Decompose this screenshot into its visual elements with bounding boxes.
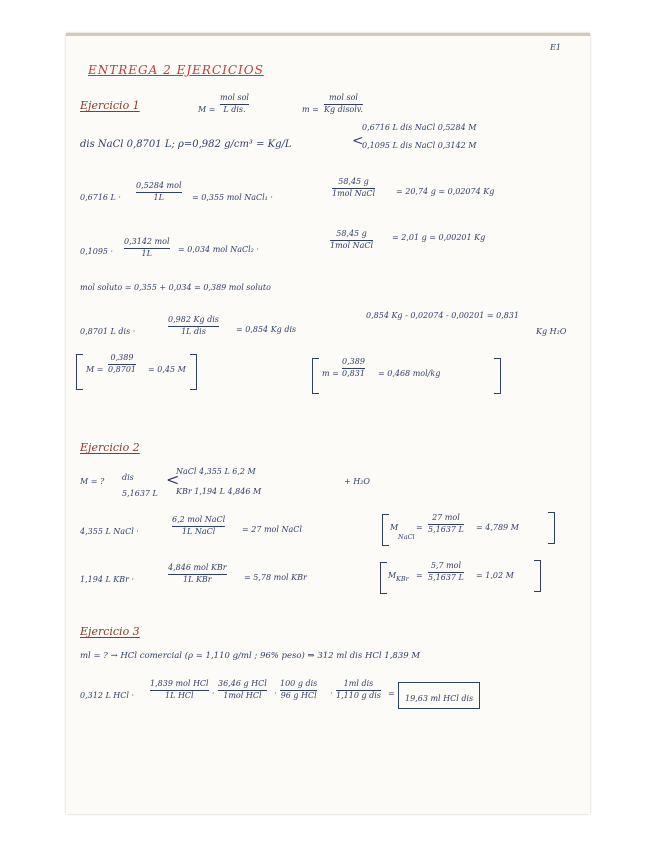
ex3-statement: ml = ? → HCl comercial (ρ = 1,110 g/ml ; 96% peso) ⇒ 312 ml dis HCl 1,839 M xyxy=(80,651,421,661)
fraction-numerator: 1ml dis xyxy=(343,679,374,688)
ex1-row2-factor1 xyxy=(124,238,170,259)
ex2-answer2-fraction xyxy=(428,562,464,583)
fraction-denominator: 96 g HCl xyxy=(280,690,317,700)
multiply-dot: · xyxy=(274,689,277,698)
ex1-row2-factor2 xyxy=(330,230,373,251)
ex2-answer2-lhs: M xyxy=(388,571,397,580)
ex2-heading: Ejercicio 2 xyxy=(80,441,140,454)
fraction-numerator: 100 g dis xyxy=(280,679,318,688)
ex2-question: M = ? xyxy=(80,477,105,486)
equals-sign: = xyxy=(388,689,395,698)
ex1-molality-formula xyxy=(324,94,363,115)
fraction-denominator: 5,1637 L xyxy=(428,524,464,534)
ex1-solute-total: mol soluto = 0,355 + 0,034 = 0,389 mol soluto xyxy=(80,283,271,292)
ex3-answer: 19,63 ml HCl dis xyxy=(405,694,474,703)
ex3-heading: Ejercicio 3 xyxy=(80,625,140,638)
fraction-numerator: 1,839 mol HCl xyxy=(150,679,209,688)
ex1-row2-start: 0,1095 · xyxy=(80,247,114,256)
fraction-denominator: 1L xyxy=(141,248,152,258)
bracket-left xyxy=(382,514,389,546)
fraction-denominator: 1mol NaCl xyxy=(330,240,374,250)
ex1-row1-result: = 20,74 g = 0,02074 Kg xyxy=(396,187,495,196)
fraction-denominator: 0,831 xyxy=(342,368,365,378)
fraction-denominator: Kg disolv. xyxy=(324,104,363,114)
branch-symbol: < xyxy=(352,133,364,149)
fraction-numerator: 4,846 mol KBr xyxy=(168,563,227,572)
ex2-row1-start: 4,355 L NaCl · xyxy=(80,527,139,536)
ex3-answer-box xyxy=(398,682,480,709)
ex2-row2-factor xyxy=(168,564,227,585)
ex1-solution-data: dis NaCl 0,8701 L; ρ=0,982 g/cm³ = Kg/L xyxy=(80,139,292,150)
bracket-left xyxy=(76,354,83,390)
fraction-numerator: 27 mol xyxy=(432,513,460,522)
fraction-numerator: 58,45 g xyxy=(336,229,367,238)
ex1-answer-molarity-lhs: M = xyxy=(86,365,104,374)
fraction-denominator: 1L NaCl xyxy=(181,526,216,536)
ex1-row3-density-factor xyxy=(168,316,219,337)
ex1-solvent-unit: Kg H₂O xyxy=(536,327,567,336)
ex2-answer1-equals: = xyxy=(416,523,423,532)
fraction-numerator: 0,389 xyxy=(342,357,365,366)
ex1-molarity-formula xyxy=(220,94,249,115)
ex2-row1-result: = 27 mol NaCl xyxy=(242,525,302,534)
ex2-dis-label: dis xyxy=(122,473,134,482)
ex1-molality-lhs: m = xyxy=(302,105,319,114)
fraction-denominator: 1mol NaCl xyxy=(332,188,376,198)
page-label: E1 xyxy=(550,43,561,52)
ex2-answer2-subscript: KBr xyxy=(396,575,409,583)
ex1-split-bottom: 0,1095 L dis NaCl 0,3142 M xyxy=(362,141,477,150)
bracket-right xyxy=(548,512,555,544)
fraction-denominator: 1L xyxy=(153,192,164,202)
branch-symbol: < xyxy=(166,470,180,489)
bracket-right xyxy=(190,354,197,390)
ex2-water: + H₂O xyxy=(344,477,370,486)
fraction-denominator: 1mol HCl xyxy=(223,690,262,700)
ex2-answer1-subscript: NaCl xyxy=(398,533,415,541)
fraction-denominator: 0,8701 xyxy=(108,364,136,374)
fraction-numerator: 36,46 g HCl xyxy=(218,679,267,688)
fraction-numerator: 0,3142 mol xyxy=(124,237,170,246)
bracket-left xyxy=(380,562,387,594)
fraction-numerator: 0,982 Kg dis xyxy=(168,315,219,324)
fraction-denominator: 1L dis xyxy=(181,326,206,336)
fraction-numerator: mol sol xyxy=(220,93,249,102)
ex2-total-volume: 5,1637 L xyxy=(122,489,158,498)
ex1-answer-molality-lhs: m = xyxy=(322,369,339,378)
ex2-answer2-equals: = xyxy=(416,571,423,580)
page-title: ENTREGA 2 EJERCICIOS xyxy=(88,63,264,77)
fraction-numerator: 6,2 mol NaCl xyxy=(172,515,226,524)
ex3-start: 0,312 L HCl · xyxy=(80,691,135,700)
fraction-numerator: 0,389 xyxy=(110,353,134,362)
fraction-numerator: 58,45 g xyxy=(338,177,369,186)
ex1-row1-moles: = 0,355 mol NaCl₁ · xyxy=(192,193,273,202)
notebook-page xyxy=(66,33,590,814)
fraction-denominator: 1L KBr xyxy=(183,574,212,584)
ex2-row2-result: = 5,78 mol KBr xyxy=(244,573,307,582)
bracket-right xyxy=(534,560,541,592)
ex1-row1-start: 0,6716 L · xyxy=(80,193,121,202)
ex2-answer1-lhs: M xyxy=(390,523,399,532)
ex1-answer-molarity: = 0,45 M xyxy=(148,365,186,374)
ex2-answer1-fraction xyxy=(428,514,464,535)
ex2-nacl-data: NaCl 4,355 L 6,2 M xyxy=(176,467,256,476)
multiply-dot: · xyxy=(330,689,333,698)
fraction-numerator: 0,5284 mol xyxy=(136,181,182,190)
ex1-row1-factor2 xyxy=(332,178,375,199)
ex3-factor-purity xyxy=(280,680,317,701)
multiply-dot: · xyxy=(212,689,215,698)
ex1-heading: Ejercicio 1 xyxy=(80,99,140,112)
ex1-split-top: 0,6716 L dis NaCl 0,5284 M xyxy=(362,123,477,132)
ex1-row3-result: = 0,854 Kg dis xyxy=(236,325,297,334)
fraction-denominator: 1,110 g dis xyxy=(336,690,381,700)
ex2-row1-factor xyxy=(172,516,225,537)
ex3-factor-molar-mass xyxy=(218,680,267,701)
fraction-denominator: 1L HCl xyxy=(165,690,194,700)
fraction-numerator: mol sol xyxy=(328,93,358,102)
fraction-denominator: L dis. xyxy=(223,104,246,114)
ex3-factor-density xyxy=(336,680,381,701)
ex2-answer2-value: = 1,02 M xyxy=(476,571,514,580)
ex1-answer-molarity-fraction xyxy=(108,354,136,375)
ex2-kbr-data: KBr 1,194 L 4,846 M xyxy=(176,487,262,496)
bracket-right xyxy=(494,358,501,394)
ex3-factor-molarity xyxy=(150,680,209,701)
ex1-row2-moles: = 0,034 mol NaCl₂ · xyxy=(178,245,259,254)
ex2-row2-start: 1,194 L KBr · xyxy=(80,575,135,584)
ex1-row2-result: = 2,01 g = 0,00201 Kg xyxy=(392,233,486,242)
bracket-left xyxy=(312,358,319,394)
ex2-answer1-value: = 4,789 M xyxy=(476,523,519,532)
ex1-row1-factor1 xyxy=(136,182,182,203)
ex1-molarity-lhs: M = xyxy=(198,105,216,114)
fraction-numerator: 5,7 mol xyxy=(430,561,462,570)
ex1-solvent-mass: 0,854 Kg - 0,02074 - 0,00201 = 0,831 xyxy=(366,311,519,320)
ex1-answer-molality-fraction xyxy=(342,358,365,379)
ex1-row3-start: 0,8701 L dis · xyxy=(80,327,136,336)
ex1-answer-molality: = 0,468 mol/kg xyxy=(378,369,441,378)
fraction-denominator: 5,1637 L xyxy=(428,572,464,582)
